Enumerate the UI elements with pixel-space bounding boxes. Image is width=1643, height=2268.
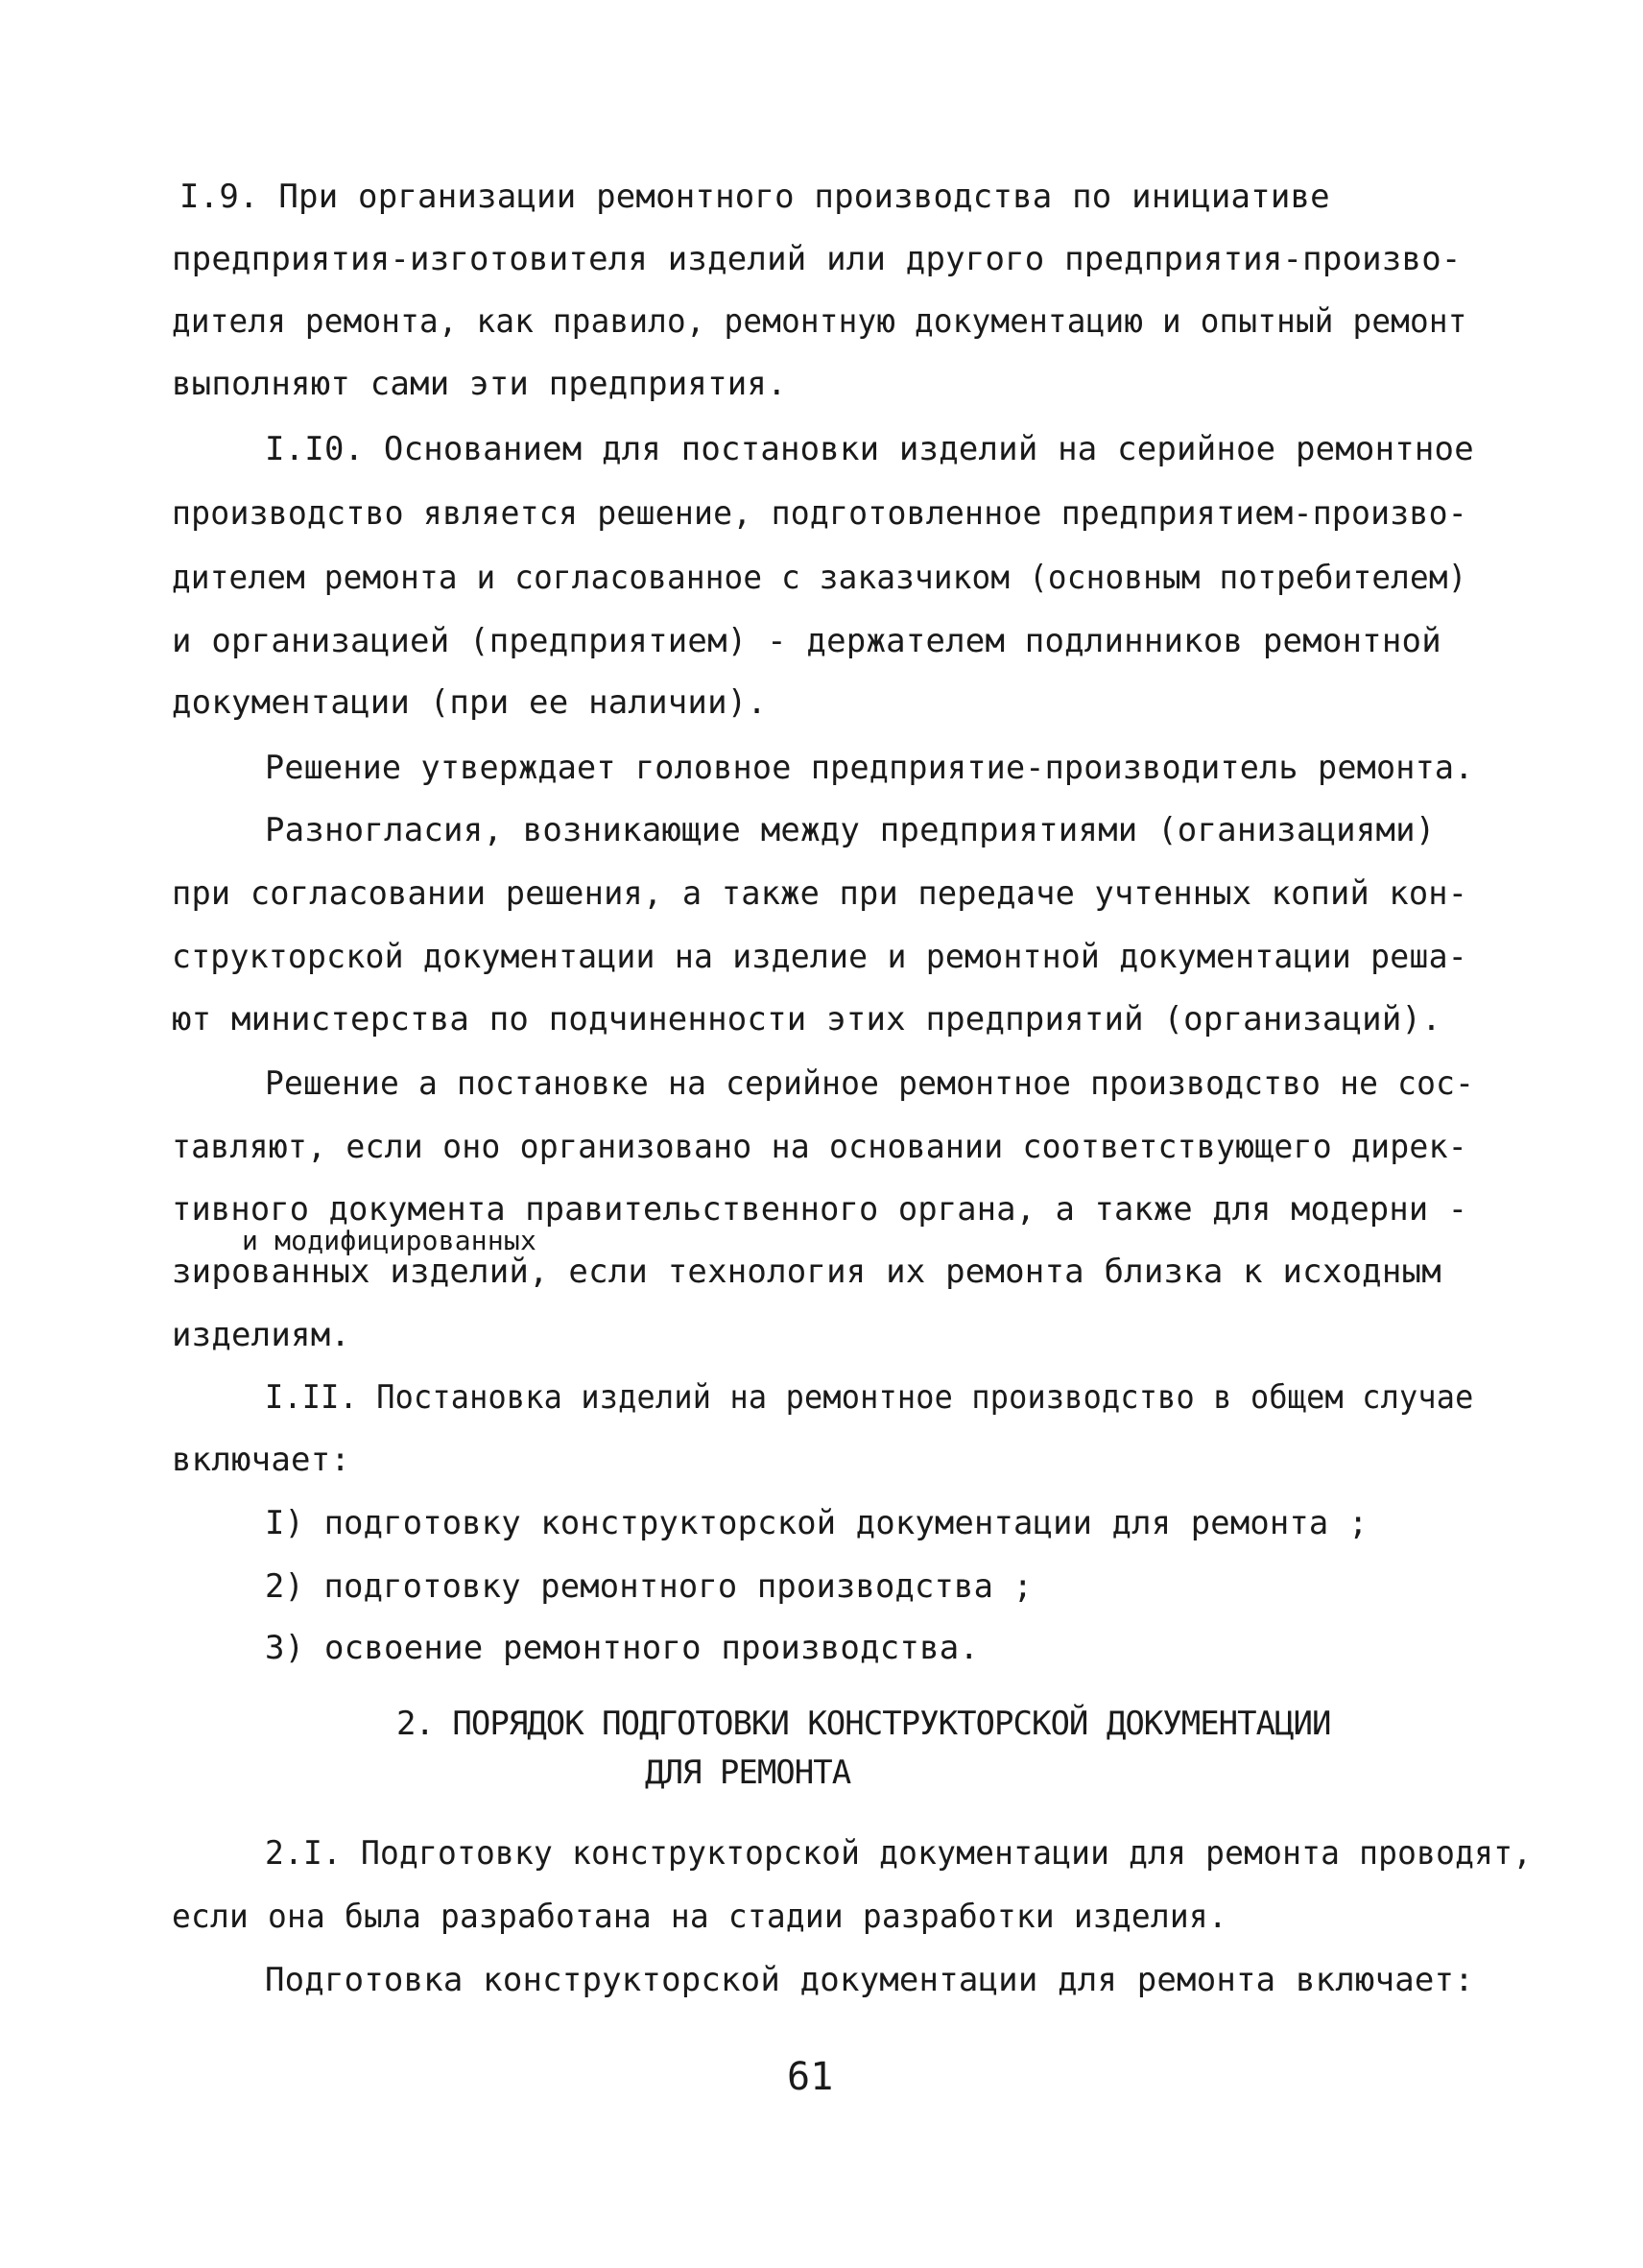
text-line: I.II. Постановка изделий на ремонтное производство в общем случае — [265, 1378, 1474, 1417]
section-heading: 2. ПОРЯДОК ПОДГОТОВКИ КОНСТРУКТОРСКОЙ ДОКУМЕНТАЦИИ — [396, 1705, 1331, 1743]
text-line: I.9. При организации ремонтного производства по инициативе — [179, 178, 1330, 216]
text-line: тавляют, если оно организовано на основании соответствующего дирек- — [172, 1128, 1467, 1166]
text-line: производство является решение, подготовленное предприятием-произво- — [172, 494, 1467, 533]
section-heading: ДЛЯ РЕМОНТА — [645, 1754, 851, 1792]
text-line: предприятия-изготовителя изделий или другого предприятия-произво- — [172, 240, 1462, 278]
text-line: Разногласия, возникающие между предприятиями (оганизациями) — [265, 811, 1436, 849]
list-item: I) подготовку конструкторской документации для ремонта ; — [265, 1504, 1369, 1542]
text-line: и организацией (предприятием) - держателем подлинников ремонтной — [172, 622, 1441, 660]
text-line: если она была разработана на стадии разработки изделия. — [172, 1898, 1227, 1936]
text-line: выполняют сами эти предприятия. — [172, 365, 787, 403]
text-line: включает: — [172, 1441, 351, 1479]
page-number: 61 — [787, 2055, 834, 2099]
text-line: структорской документации на изделие и ремонтной документации реша- — [172, 938, 1467, 976]
text-line: документации (при ее наличии). — [172, 683, 768, 722]
text-line: Решение утверждает головное предприятие-производитель ремонта. — [265, 749, 1474, 787]
text-line: зированных изделий, если технология их ремонта близка к исходным — [172, 1253, 1441, 1291]
text-line: изделиям. — [172, 1316, 351, 1354]
list-item: 3) освоение ремонтного производства. — [265, 1629, 980, 1667]
text-line: Решение а постановке на серийное ремонтное производство не сос- — [265, 1064, 1475, 1103]
text-line: дителем ремонта и согласованное с заказчиком (основным потребителем) — [172, 559, 1467, 597]
list-item: 2) подготовку ремонтного производства ; — [265, 1567, 1034, 1606]
text-line: дителя ремонта, как правило, ремонтную документацию и опытный ремонт — [172, 302, 1467, 341]
text-line: ют министерства по подчиненности этих предприятий (организаций). — [172, 1000, 1441, 1039]
text-line: тивного документа правительственного органа, а также для модерни - — [172, 1190, 1468, 1229]
text-line: 2.I. Подготовку конструкторской документации для ремонта проводят, — [265, 1834, 1533, 1873]
text-line: Подготовка конструкторской документации для ремонта включает: — [265, 1961, 1474, 1999]
handwritten-insertion: и модифицированных — [242, 1225, 537, 1256]
text-line: при согласовании решения, а также при передаче учтенных копий кон- — [172, 874, 1468, 913]
text-line: I.I0. Основанием для постановки изделий на серийное ремонтное — [265, 430, 1474, 468]
